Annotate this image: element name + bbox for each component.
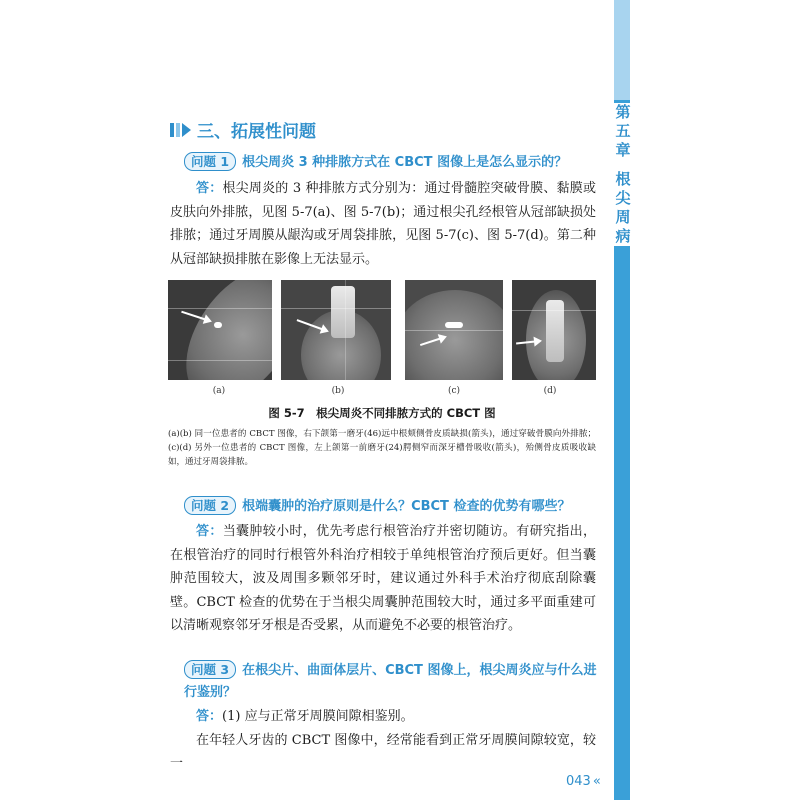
question-text: 根端囊肿的治疗原则是什么？CBCT 检查的优势有哪些？: [242, 499, 571, 514]
answer-text: 当囊肿较小时，优先考虑行根管治疗并密切随访。有研究指出，在根管治疗的同时行根管外科治疗相较于单纯根管治疗预后更好。但当囊肿范围较大，波及周围多颗邻牙时，建议通过外科手术治疗彻底刮除囊壁。CBCT 检查的优势在于当根尖周囊肿范围较大时，通过多平面重建可以清晰观察邻牙牙根是否受累，从而避免不必要的根管治疗。: [170, 524, 596, 633]
question-3: [184, 660, 604, 704]
question-badge: 问题 2: [184, 496, 236, 515]
chapter-char: 第: [615, 103, 631, 121]
question-1: [184, 152, 604, 174]
chapter-char: 章: [615, 141, 631, 159]
chevron-left-icon: «: [592, 774, 601, 789]
chapter-title-char: 病: [615, 227, 631, 245]
answer-label: 答：: [196, 524, 223, 539]
question-badge: 问题 1: [184, 152, 236, 171]
chapter-tab: [612, 103, 634, 246]
side-bar-top: [614, 0, 630, 100]
chapter-char: 五: [615, 122, 631, 140]
answer-1: [170, 177, 596, 271]
figure-label-c: (c): [447, 386, 461, 396]
answer-3: [170, 705, 596, 776]
question-text: 根尖周炎 3 种排脓方式在 CBCT 图像上是怎么显示的？: [242, 155, 568, 170]
cbct-image-a: [168, 280, 272, 380]
figure-label-d: (d): [543, 386, 557, 396]
chapter-title-char: 根: [615, 170, 631, 188]
cbct-image-b: [281, 280, 391, 380]
answer-text: 根尖周炎的 3 种排脓方式分别为：通过骨髓腔突破骨膜、黏膜或皮肤向外排脓，见图 5-7(a)、图 5-7(b)；通过根尖孔经根管从冠部缺损处排脓；通过牙周膜从龈沟或牙周袋排脓，见图 5-7(c)、图 5-7(d)。第二种从冠部缺损排脓在影像上无法显示。: [170, 181, 596, 267]
chapter-title-char: 周: [615, 208, 631, 226]
figure-label-b: (b): [331, 386, 345, 396]
answer-text: (1) 应与正常牙周膜间隙相鉴别。: [222, 709, 414, 724]
question-badge: 问题 3: [184, 660, 236, 679]
section-heading-text: 三、拓展性问题: [197, 122, 316, 142]
page-number: [566, 774, 601, 789]
answer-text-continued: 在年轻人牙齿的 CBCT 图像中，经常能看到正常牙周膜间隙较宽，较一: [170, 732, 596, 771]
answer-label: 答：: [196, 181, 223, 196]
question-2: [184, 496, 604, 518]
figure-5-7: [168, 280, 596, 380]
cbct-image-c: [405, 280, 503, 380]
figure-note: (a)(b) 同一位患者的 CBCT 图像，右下颌第一磨牙(46)远中根颊侧骨皮质缺损(箭头)，通过穿破骨膜向外排脓；(c)(d) 另外一位患者的 CBCT 图像，左上颌第一前磨牙(24)腭侧窄而深牙槽骨吸收(箭头)，殆侧骨皮质吸收缺如，通过牙周袋排脓。: [168, 429, 596, 467]
figure-caption: 图 5-7 根尖周炎不同排脓方式的 CBCT 图: [268, 406, 496, 420]
page-number-text: 043: [566, 774, 591, 789]
section-heading: [170, 117, 316, 142]
chapter-title-char: 尖: [615, 189, 631, 207]
answer-2: [170, 520, 596, 638]
figure-label-a: (a): [212, 386, 226, 396]
answer-label: 答：: [196, 709, 223, 724]
section-arrow-icon: [170, 123, 191, 137]
cbct-image-d: [512, 280, 596, 380]
question-text: 在根尖片、曲面体层片、CBCT 图像上，根尖周炎应与什么进行鉴别？: [184, 663, 597, 700]
